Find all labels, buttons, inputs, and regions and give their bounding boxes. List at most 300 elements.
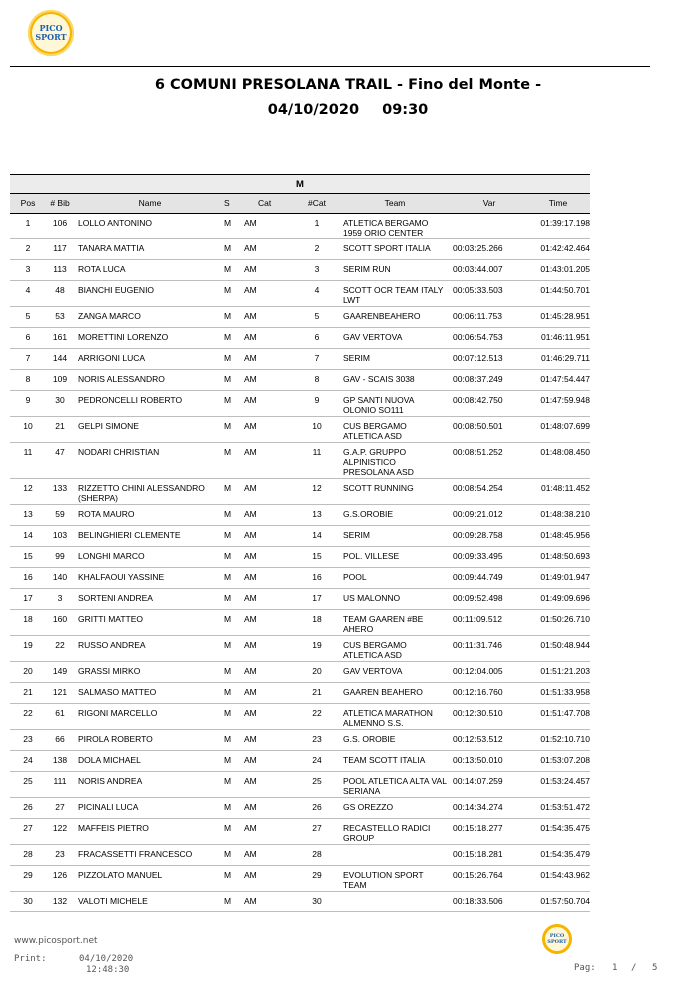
cell-time: 01:57:50.704 <box>540 896 590 906</box>
logo-text-line2: SPORT <box>35 32 67 42</box>
cell-var: 00:12:30.510 <box>453 708 503 718</box>
cell-var: 00:12:04.005 <box>453 666 503 676</box>
footer-website: www.picosport.net <box>14 936 98 946</box>
cell-team: SERIM RUN <box>343 264 391 274</box>
cell-cat-rank: 3 <box>314 264 320 274</box>
event-title: 6 COMUNI PRESOLANA TRAIL - Fino del Monte - <box>154 77 542 93</box>
table-row <box>10 417 590 443</box>
cell-bib: 149 <box>52 666 68 676</box>
cell-var: 00:14:07.259 <box>453 776 503 786</box>
table-row <box>10 751 590 772</box>
cell-cat-rank: 25 <box>312 776 322 786</box>
cell-name: FRACASSETTI FRANCESCO <box>78 849 193 859</box>
cell-sex: M <box>224 530 232 540</box>
table-row <box>10 589 590 610</box>
cell-time: 01:46:29.711 <box>541 353 590 363</box>
cell-time: 01:51:47.708 <box>540 708 590 718</box>
cell-var: 00:09:21.012 <box>453 509 503 519</box>
cell-cat-rank: 11 <box>312 447 322 457</box>
cell-team: GP SANTI NUOVA OLONIO SO111 <box>343 395 415 415</box>
cell-cat-rank: 29 <box>312 870 322 880</box>
cell-pos: 13 <box>23 509 33 519</box>
cell-team: CUS BERGAMO ATLETICA ASD <box>343 421 407 441</box>
cell-cat-rank: 24 <box>312 755 322 765</box>
cell-cat-rank: 20 <box>312 666 322 676</box>
cell-sex: M <box>224 421 232 431</box>
cell-sex: M <box>224 593 232 603</box>
results-body <box>10 214 590 912</box>
cell-name: ZANGA MARCO <box>78 311 141 321</box>
cell-bib: 121 <box>52 687 68 697</box>
col-header-var: Var <box>482 198 496 208</box>
footer-page-label: Pag: <box>574 963 596 973</box>
cell-cat-rank: 28 <box>312 849 322 859</box>
picosport-logo-inner <box>32 14 70 52</box>
footer-page-number: 1 <box>612 963 618 973</box>
cell-team: GAAREN BEAHERO <box>343 687 423 697</box>
cell-var: 00:09:44.749 <box>453 572 503 582</box>
footer-logo-text-line1: PICO <box>549 933 565 939</box>
event-date: 04/10/2020 <box>267 102 360 118</box>
footer-print-date: 04/10/2020 <box>79 954 134 964</box>
cell-cat: AM <box>244 353 257 363</box>
cell-cat: AM <box>244 551 257 561</box>
cell-pos: 4 <box>25 285 31 295</box>
cell-team: TEAM GAAREN #BE AHERO <box>343 614 424 634</box>
table-row <box>10 568 590 589</box>
cell-time: 01:49:09.696 <box>540 593 590 603</box>
cell-cat: AM <box>244 421 257 431</box>
cell-cat: AM <box>244 395 257 405</box>
cell-team: GAV - SCAIS 3038 <box>343 374 415 384</box>
cell-bib: 111 <box>53 776 67 786</box>
cell-time: 01:47:59.948 <box>540 395 590 405</box>
table-row <box>10 704 590 730</box>
cell-bib: 126 <box>52 870 68 880</box>
cell-sex: M <box>224 734 232 744</box>
cell-cat-rank: 18 <box>312 614 322 624</box>
cell-cat: AM <box>244 666 257 676</box>
cell-time: 01:48:45.956 <box>540 530 590 540</box>
cell-team: POOL <box>343 572 367 582</box>
cell-name: ROTA MAURO <box>78 509 135 519</box>
cell-time: 01:48:08.450 <box>540 447 590 457</box>
cell-cat: AM <box>244 896 257 906</box>
footer-total-pages: 5 <box>652 963 658 973</box>
cell-bib: 66 <box>55 734 65 744</box>
cell-name: PIZZOLATO MANUEL <box>78 870 163 880</box>
cell-sex: M <box>224 264 232 274</box>
table-row <box>10 730 590 751</box>
cell-pos: 8 <box>25 374 31 384</box>
cell-pos: 28 <box>23 849 33 859</box>
cell-var: 00:15:26.764 <box>453 870 503 880</box>
cell-team: ATLETICA BERGAMO 1959 ORIO CENTER <box>343 218 429 238</box>
cell-pos: 11 <box>23 447 33 457</box>
cell-sex: M <box>224 666 232 676</box>
cell-cat: AM <box>244 823 257 833</box>
cell-time: 01:46:11.951 <box>541 332 590 342</box>
cell-var: 00:12:53.512 <box>453 734 503 744</box>
cell-sex: M <box>224 708 232 718</box>
cell-name: NORIS ANDREA <box>78 776 143 786</box>
cell-cat-rank: 9 <box>314 395 320 405</box>
cell-team: POL. VILLESE <box>343 551 400 561</box>
picosport-logo <box>28 10 74 56</box>
footer-print-time: 12:48:30 <box>86 965 130 975</box>
cell-team: G.S. OROBIE <box>343 734 396 744</box>
cell-sex: M <box>224 572 232 582</box>
cell-pos: 5 <box>25 311 31 321</box>
cell-pos: 7 <box>25 353 31 363</box>
cell-name: NORIS ALESSANDRO <box>78 374 165 384</box>
col-header-time: Time <box>548 198 568 208</box>
cell-team: US MALONNO <box>343 593 401 603</box>
cell-cat-rank: 27 <box>312 823 322 833</box>
cell-cat-rank: 6 <box>314 332 320 342</box>
cell-cat-rank: 1 <box>314 218 320 228</box>
cell-bib: 21 <box>55 421 65 431</box>
cell-cat: AM <box>244 374 257 384</box>
col-header-cat: Cat <box>258 198 272 208</box>
cell-sex: M <box>224 776 232 786</box>
cell-sex: M <box>224 285 232 295</box>
cell-pos: 26 <box>23 802 33 812</box>
cell-var: 00:11:31.746 <box>453 640 502 650</box>
cell-sex: M <box>224 849 232 859</box>
cell-bib: 140 <box>52 572 68 582</box>
cell-time: 01:54:35.475 <box>540 823 590 833</box>
cell-name: DOLA MICHAEL <box>78 755 141 765</box>
cell-cat-rank: 4 <box>314 285 320 295</box>
cell-cat: AM <box>244 640 257 650</box>
cell-var: 00:08:42.750 <box>453 395 503 405</box>
cell-pos: 30 <box>23 896 33 906</box>
cell-bib: 117 <box>53 243 67 253</box>
cell-time: 01:42:42.464 <box>540 243 590 253</box>
cell-sex: M <box>224 311 232 321</box>
event-time: 09:30 <box>382 102 429 118</box>
footer-logo-text-line2: SPORT <box>547 939 567 945</box>
cell-cat-rank: 10 <box>312 421 322 431</box>
cell-sex: M <box>224 353 232 363</box>
cell-team: TEAM SCOTT ITALIA <box>343 755 426 765</box>
cell-team: GAARENBEAHERO <box>343 311 421 321</box>
cell-sex: M <box>224 870 232 880</box>
cell-pos: 19 <box>23 640 33 650</box>
cell-pos: 15 <box>23 551 33 561</box>
cell-sex: M <box>224 243 232 253</box>
cell-sex: M <box>224 802 232 812</box>
cell-team: GAV VERTOVA <box>343 332 403 342</box>
cell-time: 01:51:21.203 <box>540 666 590 676</box>
cell-cat: AM <box>244 687 257 697</box>
cell-pos: 1 <box>25 218 31 228</box>
cell-var: 00:08:54.254 <box>453 483 503 493</box>
cell-bib: 30 <box>55 395 65 405</box>
cell-time: 01:54:43.962 <box>540 870 590 880</box>
cell-var: 00:03:44.007 <box>453 264 503 274</box>
table-row <box>10 328 590 349</box>
cell-pos: 6 <box>25 332 31 342</box>
cell-cat: AM <box>244 243 257 253</box>
cell-pos: 10 <box>23 421 33 431</box>
cell-name: PIROLA ROBERTO <box>78 734 153 744</box>
cell-team: CUS BERGAMO ATLETICA ASD <box>343 640 407 660</box>
cell-cat-rank: 26 <box>312 802 322 812</box>
cell-cat: AM <box>244 447 257 457</box>
cell-cat-rank: 2 <box>314 243 320 253</box>
cell-cat: AM <box>244 802 257 812</box>
table-row <box>10 307 590 328</box>
cell-time: 01:44:50.701 <box>540 285 590 295</box>
table-row <box>10 845 590 866</box>
table-row <box>10 547 590 568</box>
cell-name: VALOTI MICHELE <box>78 896 148 906</box>
cell-cat: AM <box>244 332 257 342</box>
cell-name: ROTA LUCA <box>78 264 126 274</box>
table-row <box>10 610 590 636</box>
col-header-pos: Pos <box>20 198 36 208</box>
cell-team: SERIM <box>343 353 370 363</box>
table-row <box>10 260 590 281</box>
cell-bib: 160 <box>52 614 68 624</box>
cell-var: 00:13:50.010 <box>453 755 503 765</box>
cell-name: LONGHI MARCO <box>78 551 145 561</box>
cell-cat: AM <box>244 776 257 786</box>
cell-name: PEDRONCELLI ROBERTO <box>78 395 183 405</box>
cell-time: 01:53:24.457 <box>540 776 590 786</box>
col-header-name: Name <box>138 198 162 208</box>
cell-pos: 25 <box>23 776 33 786</box>
cell-bib: 23 <box>55 849 65 859</box>
cell-cat: AM <box>244 311 257 321</box>
cell-bib: 144 <box>52 353 68 363</box>
table-row <box>10 636 590 662</box>
cell-cat-rank: 8 <box>314 374 320 384</box>
table-row <box>10 526 590 547</box>
cell-bib: 113 <box>53 264 67 274</box>
cell-pos: 17 <box>23 593 33 603</box>
cell-time: 01:43:01.205 <box>540 264 590 274</box>
cell-name: NODARI CHRISTIAN <box>78 447 160 457</box>
cell-time: 01:48:38.210 <box>540 509 590 519</box>
cell-cat: AM <box>244 870 257 880</box>
cell-cat: AM <box>244 530 257 540</box>
cell-var: 00:18:33.506 <box>453 896 503 906</box>
cell-bib: 27 <box>55 802 65 812</box>
cell-pos: 9 <box>25 395 31 405</box>
col-header-bib: # Bib <box>50 198 70 208</box>
table-row <box>10 866 590 892</box>
cell-var: 00:05:33.503 <box>453 285 503 295</box>
cell-time: 01:50:48.944 <box>540 640 590 650</box>
cell-pos: 23 <box>23 734 33 744</box>
cell-time: 01:45:28.951 <box>540 311 590 321</box>
cell-bib: 133 <box>52 483 68 493</box>
cell-var: 00:08:51.252 <box>453 447 503 457</box>
cell-cat-rank: 21 <box>312 687 322 697</box>
cell-sex: M <box>224 447 232 457</box>
table-row <box>10 819 590 845</box>
cell-time: 01:50:26.710 <box>540 614 590 624</box>
cell-bib: 106 <box>52 218 68 228</box>
cell-time: 01:54:35.479 <box>540 849 590 859</box>
cell-cat: AM <box>244 593 257 603</box>
cell-name: SALMASO MATTEO <box>78 687 157 697</box>
header-divider <box>10 66 650 67</box>
cell-cat: AM <box>244 708 257 718</box>
cell-cat: AM <box>244 285 257 295</box>
cell-cat-rank: 16 <box>312 572 322 582</box>
cell-sex: M <box>224 395 232 405</box>
cell-name: PICINALI LUCA <box>78 802 139 812</box>
col-header-cat-rank: #Cat <box>308 198 326 208</box>
cell-bib: 132 <box>52 896 68 906</box>
picosport-footer-logo-inner <box>545 927 569 951</box>
cell-bib: 103 <box>52 530 68 540</box>
cell-sex: M <box>224 374 232 384</box>
cell-var: 00:06:54.753 <box>453 332 503 342</box>
table-row <box>10 798 590 819</box>
cell-time: 01:48:07.699 <box>540 421 590 431</box>
event-datetime <box>0 102 696 118</box>
cell-cat: AM <box>244 572 257 582</box>
cell-cat-rank: 14 <box>312 530 322 540</box>
cell-time: 01:47:54.447 <box>540 374 590 384</box>
cell-bib: 48 <box>55 285 65 295</box>
cell-sex: M <box>224 218 232 228</box>
cell-bib: 109 <box>52 374 68 384</box>
cell-sex: M <box>224 755 232 765</box>
cell-bib: 138 <box>52 755 68 765</box>
table-row <box>10 391 590 417</box>
cell-pos: 16 <box>23 572 33 582</box>
cell-bib: 22 <box>55 640 65 650</box>
cell-name: GRASSI MIRKO <box>78 666 141 676</box>
cell-cat-rank: 13 <box>312 509 322 519</box>
cell-team: SCOTT RUNNING <box>343 483 414 493</box>
cell-cat: AM <box>244 755 257 765</box>
cell-cat: AM <box>244 264 257 274</box>
cell-cat-rank: 12 <box>312 483 322 493</box>
cell-cat: AM <box>244 483 257 493</box>
cell-name: RUSSO ANDREA <box>78 640 146 650</box>
cell-var: 00:07:12.513 <box>453 353 503 363</box>
cell-var: 00:03:25.266 <box>453 243 503 253</box>
cell-team: ATLETICA MARATHON ALMENNO S.S. <box>343 708 433 728</box>
table-row <box>10 479 590 505</box>
cell-bib: 47 <box>55 447 65 457</box>
cell-time: 01:48:50.693 <box>540 551 590 561</box>
cell-sex: M <box>224 614 232 624</box>
footer-page-separator: / <box>631 963 637 973</box>
cell-name: GELPI SIMONE <box>78 421 139 431</box>
cell-team: SCOTT OCR TEAM ITALY LWT <box>343 285 444 305</box>
table-row <box>10 443 590 479</box>
cell-cat-rank: 30 <box>312 896 322 906</box>
cell-var: 00:09:28.758 <box>453 530 503 540</box>
cell-name: BIANCHI EUGENIO <box>78 285 155 295</box>
cell-name: MAFFEIS PIETRO <box>78 823 149 833</box>
cell-time: 01:53:51.472 <box>540 802 590 812</box>
cell-cat: AM <box>244 849 257 859</box>
cell-sex: M <box>224 687 232 697</box>
cell-bib: 3 <box>57 593 63 603</box>
cell-bib: 53 <box>55 311 65 321</box>
cell-cat-rank: 19 <box>312 640 322 650</box>
cell-name: KHALFAOUI YASSINE <box>78 572 165 582</box>
cell-cat-rank: 5 <box>314 311 320 321</box>
group-label: M <box>296 178 304 190</box>
cell-name: TANARA MATTIA <box>78 243 145 253</box>
cell-cat-rank: 23 <box>312 734 322 744</box>
cell-sex: M <box>224 823 232 833</box>
cell-bib: 161 <box>52 332 68 342</box>
cell-var: 00:06:11.753 <box>453 311 502 321</box>
cell-team: SCOTT SPORT ITALIA <box>343 243 431 253</box>
cell-time: 01:51:33.958 <box>540 687 590 697</box>
cell-sex: M <box>224 509 232 519</box>
cell-var: 00:15:18.281 <box>453 849 503 859</box>
cell-cat-rank: 17 <box>312 593 322 603</box>
cell-team: GAV VERTOVA <box>343 666 403 676</box>
table-row <box>10 683 590 704</box>
logo-text-line1: PICO <box>39 23 63 33</box>
cell-sex: M <box>224 896 232 906</box>
cell-bib: 61 <box>55 708 65 718</box>
cell-sex: M <box>224 332 232 342</box>
cell-name: BELINGHIERI CLEMENTE <box>78 530 181 540</box>
cell-time: 01:52:10.710 <box>540 734 590 744</box>
cell-pos: 18 <box>23 614 33 624</box>
table-row <box>10 370 590 391</box>
cell-sex: M <box>224 551 232 561</box>
cell-cat-rank: 22 <box>312 708 322 718</box>
cell-var: 00:09:33.495 <box>453 551 503 561</box>
cell-team: G.A.P. GRUPPO ALPINISTICO PRESOLANA ASD <box>343 447 414 477</box>
col-header-sex: S <box>224 198 230 208</box>
cell-cat-rank: 15 <box>312 551 322 561</box>
cell-var: 00:08:37.249 <box>453 374 503 384</box>
cell-name: MORETTINI LORENZO <box>78 332 169 342</box>
table-row <box>10 505 590 526</box>
table-row <box>10 239 590 260</box>
cell-var: 00:09:52.498 <box>453 593 503 603</box>
cell-cat: AM <box>244 614 257 624</box>
column-header-row <box>10 193 590 214</box>
table-row <box>10 662 590 683</box>
cell-cat: AM <box>244 218 257 228</box>
cell-pos: 24 <box>23 755 33 765</box>
cell-team: EVOLUTION SPORT TEAM <box>343 870 424 890</box>
cell-pos: 22 <box>23 708 33 718</box>
cell-sex: M <box>224 640 232 650</box>
group-header <box>10 174 590 193</box>
cell-cat: AM <box>244 509 257 519</box>
cell-pos: 20 <box>23 666 33 676</box>
cell-cat-rank: 7 <box>314 353 320 363</box>
results-table <box>10 174 590 912</box>
cell-team: SERIM <box>343 530 370 540</box>
picosport-footer-logo <box>542 924 572 954</box>
cell-team: GS OREZZO <box>343 802 394 812</box>
cell-var: 00:08:50.501 <box>453 421 503 431</box>
cell-bib: 122 <box>52 823 68 833</box>
cell-var: 00:12:16.760 <box>453 687 503 697</box>
cell-team: RECASTELLO RADICI GROUP <box>343 823 431 843</box>
footer-print-label: Print: <box>14 954 47 964</box>
